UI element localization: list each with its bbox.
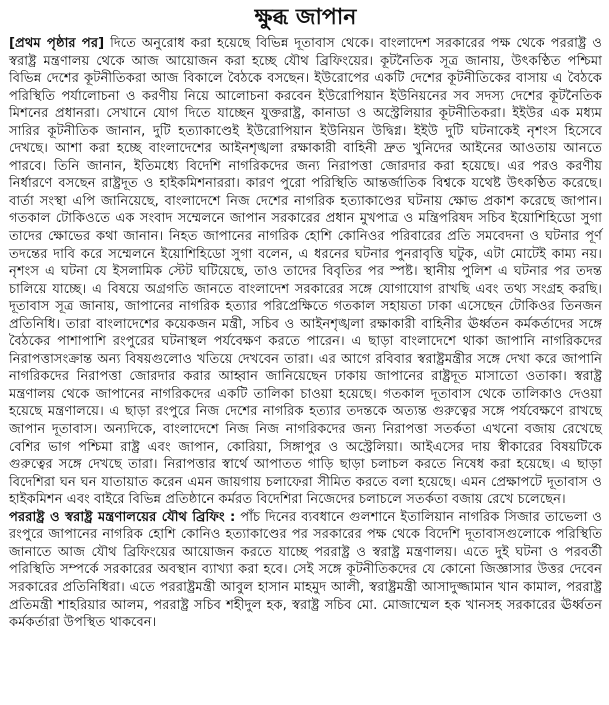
paragraph-body-2: [9, 509, 602, 632]
paragraph-text-1: দিতে অনুরোধ করা হয়েছে বিভিন্ন দূতাবাস থেকে। বাংলাদেশ সরকারের পক্ষ থেকে পররাষ্ট্র ও স্বরাষ্ট্র মন্ত্রণালয় থেকে আজ আয়োজন করা হচ্ছে যৌথ ব্রিফিংয়ের। কূটনৈতিক সূত্র জানায়, উৎকণ্ঠিত পশ্চিমা বিভিন্ন দেশের কূটনীতিকরা আজ বিকালে বৈঠকে বসছেন। ইউরোপের একটি দেশের কূটনীতিকের বাসায় এ বৈঠকে পরিস্থিতি পর্যালোচনা ও করণীয় নিয়ে আলোচনা করবেন ইউরোপিয়ান ইউনিয়নের সব সদস্য দেশের কূটনৈতিক মিশনের প্রধানরা। সেখানে যোগ দিতে যাচ্ছেন যুক্তরাষ্ট্র, কানাডা ও অস্ট্রেলিয়ার কূটনীতিকরা। ইইউর এক মধ্যম সারির কূটনীতিক জানান, দুটি হত্যাকাণ্ডেই ইউরোপিয়ান ইউনিয়ন উদ্বিগ্ন। ইইউ দুটি ঘটনাকেই নৃশংস হিসেবে দেখছে। আশা করা হচ্ছে বাংলাদেশের আইনশৃঙ্খলা রক্ষাকারী বাহিনী দ্রুত খুনিদের আইনের আওতায় আনতে পারবে। তিনি জানান, ইতিমধ্যে বিদেশি নাগরিকদের জন্য নিরাপত্তা জোরদার করা হয়েছে। এর পরও করণীয় নির্ধারণে বসছেন রাষ্ট্রদূত ও হাইকমিশনাররা। কারণ পুরো পরিস্থিতি আন্তর্জাতিক বিশ্বকে যথেষ্ট উৎকণ্ঠিত করেছে। বার্তা সংস্থা এপি জানিয়েছে, বাংলাদেশে নিজ দেশের নাগরিক হত্যাকাণ্ডের ঘটনায় ক্ষোভ প্রকাশ করেছে জাপান। গতকাল টোকিওতে এক সংবাদ সম্মেলনে জাপান সরকারের প্রধান মুখপাত্র ও মন্ত্রিপরিষদ সচিব ইয়োশিহিডো সুগা তাদের ক্ষোভের কথা জানান। নিহত জাপানের নাগরিক হোশি কোনিওর পরিবারের প্রতি সমবেদনা ও ঘটনার পূর্ণ তদন্তের দাবি করে সম্মেলনে ইয়োশিহিডো সুগা বলেন, এ ধরনের ঘটনার পুনরাবৃত্তি ঘটুক, এটা মোটেই কাম্য নয়। নৃশংস এ ঘটনা যে ইসলামিক স্টেট ঘটিয়েছে, তাও তাদের বিবৃতির পর স্পষ্ট। স্থানীয় পুলিশ এ ঘটনার পর তদন্ত চালিয়ে যাচ্ছে। এ বিষয়ে অগ্রগতি জানতে বাংলাদেশ সরকারের সঙ্গে যোগাযোগ রাখছি এবং তথ্য সংগ্রহ করছি। দূতাবাস সূত্র জানায়, জাপানের নাগরিক হত্যার পরিপ্রেক্ষিতে গতকাল সহায়তা ঢাকা এসেছেন টোকিওর তিনজন প্রতিনিধি। তারা বাংলাদেশের কয়েকজন মন্ত্রী, সচিব ও আইনশৃঙ্খলা রক্ষাকারী বাহিনীর ঊর্ধ্বতন কর্মকর্তাদের সঙ্গে বৈঠকের পাশাপাশি রংপুরের ঘটনাস্থল পর্যবেক্ষণ করতে পারেন। এ ছাড়া বাংলাদেশে থাকা জাপানি নাগরিকদের নিরাপত্তাসংক্রান্ত অন্য বিষয়গুলোও খতিয়ে দেখবেন তারা। এর আগে রবিবার স্বরাষ্ট্রমন্ত্রীর সঙ্গে দেখা করে জাপানি নাগরিকদের নিরাপত্তা জোরদার করার আহ্বান জানিয়েছেন ঢাকায় জাপানের রাষ্ট্রদূত মাসাতো ওতাকা। স্বরাষ্ট্র মন্ত্রণালয় থেকে জাপানের নাগরিকদের একটি তালিকা চাওয়া হয়েছে। গতকাল দূতাবাস থেকে তালিকাও দেওয়া হয়েছে মন্ত্রণালয়ে। এ ছাড়া রংপুরে নিজ দেশের নাগরিক হত্যার তদন্তকে অত্যন্ত গুরুত্বের সঙ্গে পর্যবেক্ষণে রাখছে জাপান দূতাবাস। অন্যদিকে, বাংলাদেশে নিজ নিজ নাগরিকদের জন্য নিরাপত্তা সতর্কতা এখনো বজায় রেখেছে বেশির ভাগ পশ্চিমা রাষ্ট্র এবং জাপান, কোরিয়া, সিঙ্গাপুর ও অস্ট্রেলিয়া। আইএসের দায় স্বীকারের বিষয়টিকে গুরুত্বের সঙ্গে দেখছে তারা। নিরাপত্তার স্বার্থে আপাতত গাড়ি ছাড়া চলাচল করতে নিষেধ করা হয়েছে। এ ছাড়া বিদেশিরা ঘন ঘন যাতায়াত করেন এমন জায়গায় চলাফেরা সীমিত করতে বলা হয়েছে। এমন প্রেক্ষাপটে দূতাবাস ও হাইকমিশন এবং বাইরে বিভিন্ন প্রতিষ্ঠানে কর্মরত বিদেশিরা নিজেদের চলাচলে সতর্কতা বজায় রেখে চলেছেন।: [9, 36, 602, 508]
briefing-subhead: পররাষ্ট্র ও স্বরাষ্ট্র মন্ত্রণালয়ের যৌথ ব্রিফিং :: [9, 509, 236, 525]
paragraph-body-1: [9, 35, 602, 509]
paragraph-text-2: পাঁচ দিনের ব্যবধানে গুলশানে ইতালিয়ান নাগরিক সিজার তাভেলা ও রংপুরে জাপানের নাগরিক হোশি কোনিও হত্যাকাণ্ডের পর সরকারের পক্ষ থেকে বিদেশি দূতাবাসগুলোকে পরিস্থিতি জানাতে আজ যৌথ ব্রিফিংয়ের আয়োজন করতে যাচ্ছে পররাষ্ট্র ও স্বরাষ্ট্র মন্ত্রণালয়। এতে দুই ঘটনা ও পরবর্তী পরিস্থিতি সম্পর্কে সরকারের অবস্থান ব্যাখ্যা করা হবে। সেই সঙ্গে কূটনীতিকদের যে কোনো জিজ্ঞাসার উত্তর দেবেন সরকারের প্রতিনিধিরা। এতে পররাষ্ট্রমন্ত্রী আবুল হাসান মাহমুদ আলী, স্বরাষ্ট্রমন্ত্রী আসাদুজ্জামান খান কামাল, পররাষ্ট্র প্রতিমন্ত্রী শাহরিয়ার আলম, পররাষ্ট্র সচিব শহীদুল হক, স্বরাষ্ট্র সচিব মো. মোজাম্মেল হক খানসহ সরকারের ঊর্ধ্বতন কর্মকর্তারা উপস্থিত থাকবেন।: [9, 509, 602, 631]
headline: ক্ষুব্ধ জাপান: [254, 5, 357, 30]
continued-tag: [প্রথম পৃষ্ঠার পর]: [9, 36, 105, 51]
